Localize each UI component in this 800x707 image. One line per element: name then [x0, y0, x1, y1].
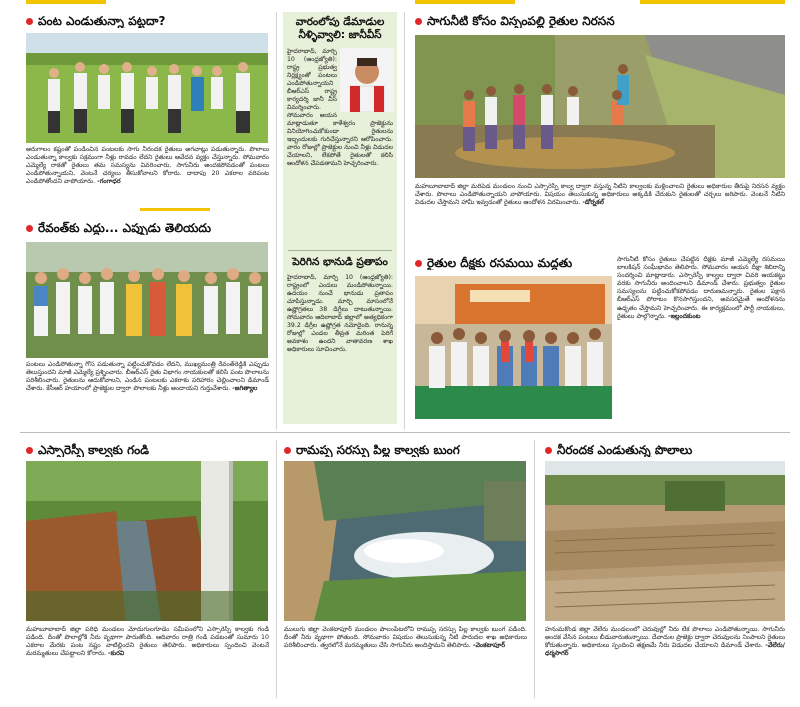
- accent-rule: [140, 208, 210, 211]
- top-accent-bar: [26, 0, 106, 4]
- story-headline: [26, 443, 271, 457]
- body-text: మహబూబాబాద్ జిల్లా పరిధి మండలం మోదుగులగూడెం సమీపంలోని ఎస్సారెస్పీ కాల్వకు గండి పడింది. దీంతో పొలాల్లోకి నీరు వృథాగా పారుతోంది. ఆదివారం రాత్రి గండి పడటంతో సుమారు 10 ఎకరాల మేరకు పంట నష్టం వాటిల్లిందని రైతులు తెలిపారు. అధికారులు స్పందించి వెంటనే మరమ్మతులు చేపట్టాలని కోరారు.: [26, 626, 269, 658]
- headline-text: ఎస్సారెస్పీ కాల్వకు గండి: [38, 443, 150, 457]
- news-photo: [415, 35, 785, 178]
- column-divider: [534, 440, 535, 698]
- story-body: [415, 183, 785, 233]
- news-photo: [284, 461, 526, 621]
- body-text: మహబూబాబాద్ జిల్లా మరిపెడ మండలం నుంచి ఎస్సారెస్పీ కాల్వ ద్వారా వస్తున్న నీటిని కాల్వలకు మళ్లించాలని రైతులు అధికారుల తీరుపై నిరసన వ్యక్తం చేశారు. పొలాలు ఎండిపోతున్నాయని వాపోయారు. విషయం తెలుసుకున్న అధికారులు అక్కడికి చేరుకుని రైతులతో చర్చలు జరిపారు. వెంటనే నీటిని విడుదల చేస్తామని హామీ ఇవ్వడంతో రైతులు ఆందోళన విరమించారు.: [415, 183, 785, 207]
- body-text: హైదరాబాద్, మార్చి 10 (ఆంధ్రజ్యోతి): రాష్ట్ర ప్రభుత్వ నిర్లక్ష్యంతో పంటలు ఎండిపోతున్నాయని బీఆర్‌ఎస్ రాష్ట్ర కార్యదర్శి జానీ వీస్ విమర్శించారు. సోమవారం ఆయన మాట్లాడుతూ కాళేశ్వరం ప్రాజెక్టును వినియోగించుకోకుండా రైతులను ఇబ్బందులకు గురిచేస్తున్నారని ఆరోపించారు. వారం రోజుల్లో ప్రాజెక్టుల నుంచి నీళ్లు విడుదల చేయాలని, లేకపోతే రైతులతో కలిసి ఆందోళన చేపడతామని హెచ్చరించారు.: [287, 48, 393, 167]
- bullet-icon: [415, 260, 422, 267]
- story-headline: [415, 14, 785, 28]
- sidebar-body: [287, 274, 393, 418]
- column-divider: [276, 440, 277, 698]
- column-divider: [404, 12, 405, 430]
- story-body: [26, 626, 269, 692]
- story-headline: [26, 221, 271, 235]
- column-divider: [276, 12, 277, 430]
- body-text: పంటలు ఎండిపోతున్నా గోస పడుతున్నా పట్టించుకోవడం లేదని, ముఖ్యమంత్రి రేవంత్‌రెడ్డికి ఎప్పుడు తెలుస్తుందని మాజీ ఎమ్మెల్యే ప్రశ్నించారు. బీఆర్‌ఎస్ రైతు విభాగం నాయకులతో కలిసి పంట పొలాలను పరిశీలించారు. రైతులను ఆదుకోవాలని, ఎండిన పంటలకు ఎకరాకు పరిహారం చెల్లించాలని డిమాండ్ చేశారు. కేసీఆర్ హయాంలో ప్రాజెక్టుల ద్వారా పొలాలకు నీళ్లు అందాయని గుర్తుచేశారు.: [26, 361, 269, 393]
- body-text: సాగునీటి కోసం రైతులు చేపట్టిన దీక్షకు మాజీ ఎమ్మెల్యే రసమయి బాలకిషన్ సంఘీభావం తెలిపారు. సోమవారం ఆయన దీక్షా శిబిరాన్ని సందర్శించి మాట్లాడారు. ఎస్సారెస్పీ కాల్వల ద్వారా చివరి ఆయకట్టు వరకు సాగునీరు అందించాలని డిమాండ్ చేశారు. ప్రభుత్వం రైతుల సమస్యలను పట్టించుకోకపోవడం దారుణమన్నారు. రైతుల పక్షాన బీఆర్‌ఎస్ పోరాటం కొనసాగిస్తుందని, అవసరమైతే ఆందోళనను ఉధృతం చేస్తామని హెచ్చరించారు. ఈ కార్యక్రమంలో పార్టీ నాయకులు, రైతులు పాల్గొన్నారు.: [617, 256, 785, 320]
- byline: -జగిత్యాల: [232, 385, 258, 393]
- story-body: [617, 256, 785, 422]
- headline-text: రేవంత్‌కు ఎద్దు... ఎప్పుడు తెలియదు: [38, 221, 212, 235]
- story-body: [26, 146, 269, 204]
- bullet-icon: [415, 18, 422, 25]
- sidebar-headline: వారంలోపు డేమాడుల నీళ్ళివ్వాలి: జానీవీస్: [295, 16, 385, 41]
- bullet-icon: [284, 447, 291, 454]
- top-accent-bar: [415, 0, 515, 4]
- story-headline: [26, 14, 271, 28]
- story-headline: [415, 256, 615, 270]
- byline: -డోర్నకల్: [582, 199, 604, 207]
- story-body: [26, 361, 269, 419]
- sidebar-divider: [288, 250, 392, 251]
- bullet-icon: [545, 447, 552, 454]
- headline-text: రైతుల దీక్షకు రసమయి మద్దతు: [427, 256, 573, 270]
- news-photo: [545, 461, 785, 621]
- body-text: ములుగు జిల్లా వెంకటాపూర్ మండలం పాలంపేటలోని రామప్ప సరస్సు పిల్ల కాల్వకు బుంగ పడింది. దీంతో నీరు వృథాగా పోతుంది. సోమవారం విషయం తెలుసుకున్న నీటి పారుదల శాఖ అధికారులు పరిశీలించారు. త్వరలోనే మరమ్మతులు చేసి సాగునీరు అందిస్తామని తెలిపారు.: [284, 626, 527, 650]
- story-headline: [284, 443, 529, 457]
- news-photo: [26, 461, 268, 621]
- byline: -వేలేరు/ధర్మసాగర్: [545, 642, 785, 658]
- headline-text: సాగునీటి కోసం విస్సంపల్లి రైతుల నిరసన: [427, 14, 615, 28]
- byline: -వెంకటాపూర్: [472, 642, 506, 650]
- portrait-spacer: [337, 48, 393, 118]
- body-text: హనుమకొండ జిల్లా వేలేరు మండలంలో చెరువుల్లో నీరు లేక పొలాలు ఎండిపోతున్నాయి. సాగునీరు అందక వేసిన పంటలు బీడువారుతున్నాయి. దేవాదుల ప్రాజెక్టు ద్వారా చెరువులను నింపాలని రైతులు కోరుతున్నారు. అధికారులు స్పందించి తక్షణమే నీరు విడుదల చేయాలని డిమాండ్ చేశారు.: [545, 626, 785, 650]
- news-photo: [26, 242, 268, 358]
- sidebar-headline: పెరిగిన భానుడి ప్రతాపం: [292, 256, 388, 268]
- sidebar-body: [287, 48, 393, 244]
- story-body: [545, 626, 785, 692]
- top-accent-bar: [640, 0, 785, 4]
- headline-text: పంట ఎండుతున్నా పట్టదా?: [38, 14, 166, 28]
- headline-text: నీరందక ఎండుతున్న పొలాలు: [557, 443, 693, 457]
- story-headline: [545, 443, 785, 457]
- news-photo: [26, 33, 268, 143]
- headline-text: రామప్ప సరస్సు పిల్ల కాల్వకు బుంగ: [296, 443, 460, 457]
- bullet-icon: [26, 18, 33, 25]
- section-divider: [20, 432, 790, 433]
- bullet-icon: [26, 447, 33, 454]
- body-text: అరుగాలం కష్టంతో పండించిన పంటలకు సాగు నీరందక రైతులు అగచాట్లు పడుతున్నారు. పొలాలు ఎండుతున్నా కాల్వకు సక్రమంగా నీళ్లు రావడం లేదని రైతులు ఆవేదన వ్యక్తం చేస్తున్నారు. సోమవారం ఎమ్మెల్యే రాకతో రైతులు తమ సమస్యను వివరించారు. సాగునీరు అందకపోవడంతో పంటలు ఎండిపోతున్నాయని, వెంటనే చర్యలు తీసుకోవాలని కోరారు. దాదాపు 20 ఎకరాల వరిపంట ఎండిపోతోందని వాపోయారు.: [26, 146, 269, 186]
- byline: -కురవి: [107, 650, 125, 658]
- bullet-icon: [26, 225, 33, 232]
- story-body: [284, 626, 527, 692]
- byline: -గంగాధర: [97, 178, 121, 186]
- byline: -ఇల్లందకుంట: [667, 312, 701, 320]
- news-photo: [415, 276, 612, 419]
- body-text: హైదరాబాద్, మార్చి 10 (ఆంధ్రజ్యోతి): రాష్ట్రంలో ఎండలు మండిపోతున్నాయి. ఉదయం నుంచే భానుడు ప్రతాపం చూపిస్తున్నాడు. మార్చి మాసంలోనే ఉష్ణోగ్రతలు 38 డిగ్రీలు దాటుతున్నాయి. సోమవారం ఆదిలాబాద్ జిల్లాలో అత్యధికంగా 39.2 డిగ్రీల ఉష్ణోగ్రత నమోదైంది. రానున్న రోజుల్లో ఎండల తీవ్రత మరింత పెరిగే అవకాశం ఉందని వాతావరణ శాఖ అధికారులు సూచించారు.: [287, 274, 393, 353]
